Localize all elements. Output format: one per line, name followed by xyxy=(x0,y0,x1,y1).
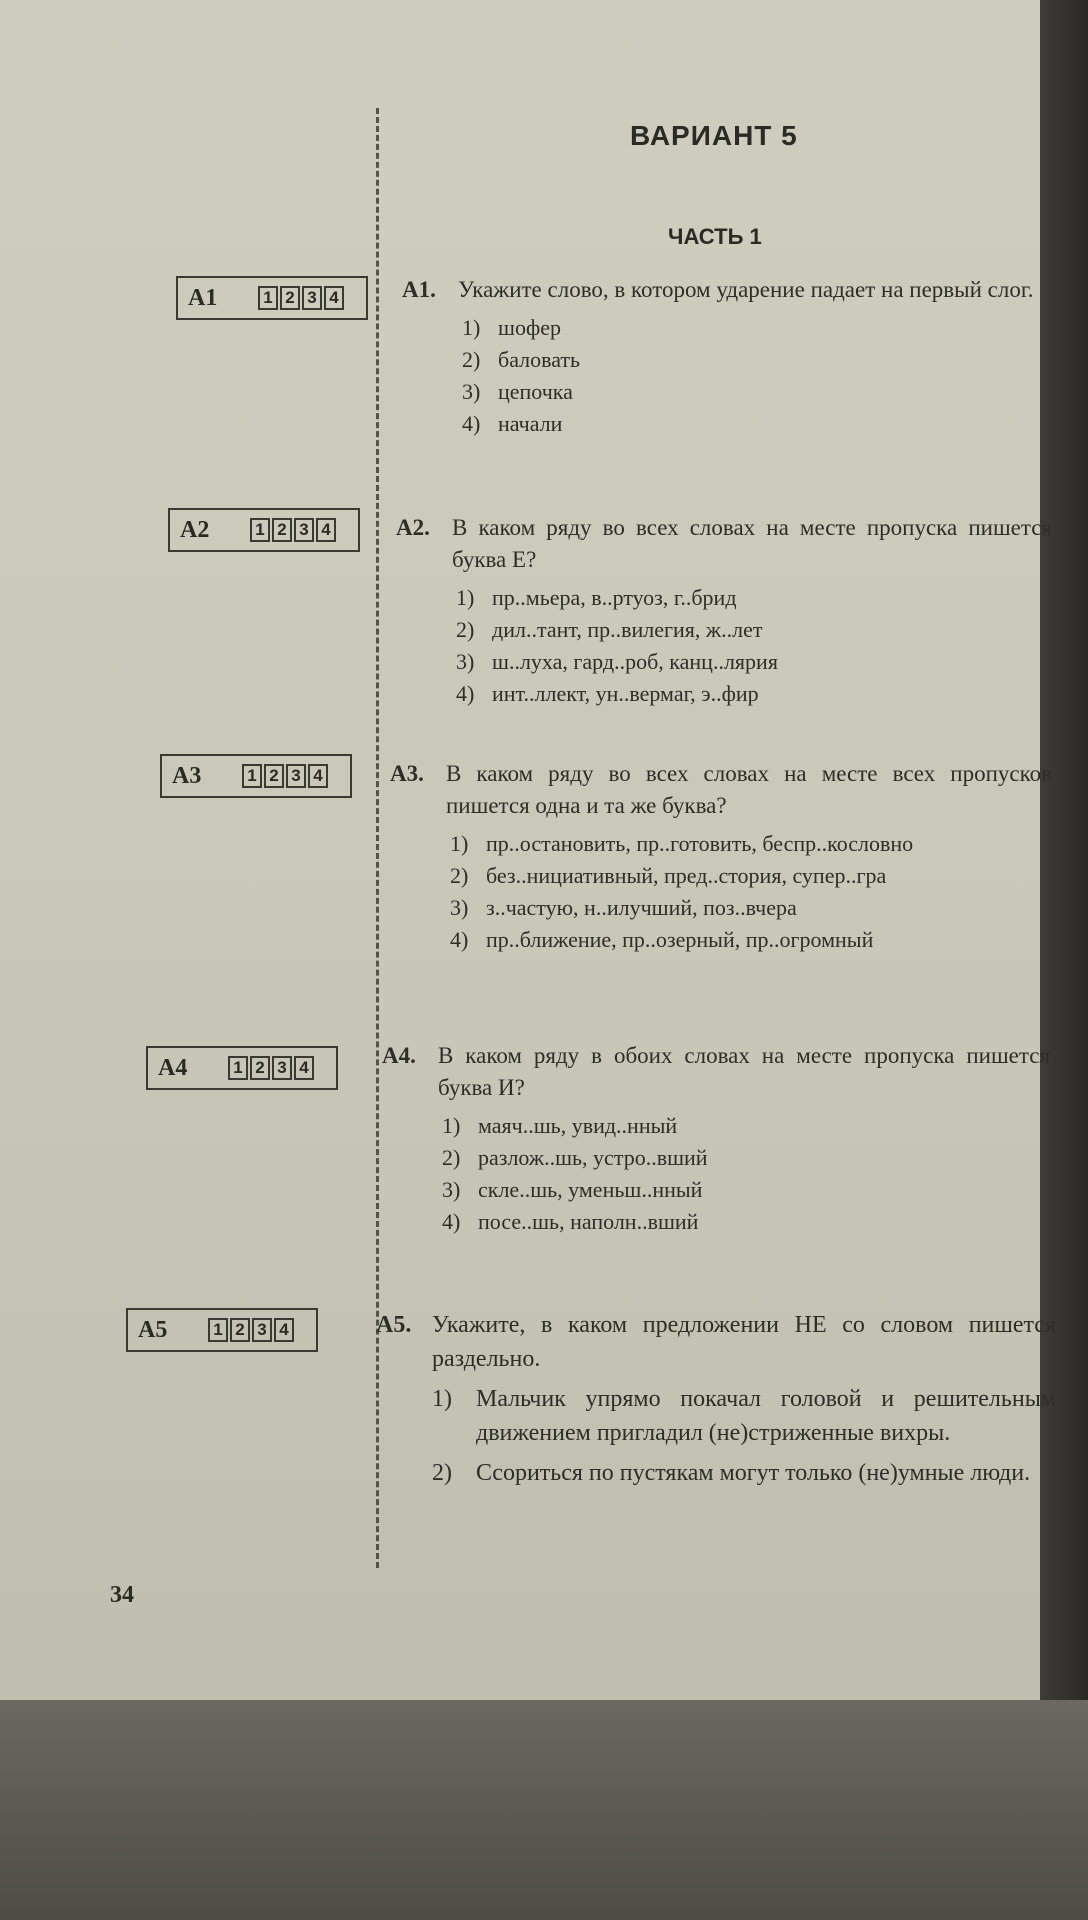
option-item xyxy=(456,646,1052,678)
option-text: Ссориться по пустякам могут только (не)умные люди. xyxy=(476,1460,1031,1486)
answer-cell-1[interactable]: 1 xyxy=(242,764,262,788)
question-a3 xyxy=(390,758,1052,956)
options-list xyxy=(432,1382,1056,1490)
answer-box-label: А4 xyxy=(158,1054,188,1081)
answer-cell-4[interactable]: 4 xyxy=(324,286,344,310)
answer-cell-4[interactable]: 4 xyxy=(308,764,328,788)
option-item xyxy=(462,312,1052,344)
option-text: маяч..шь, увид..нный xyxy=(478,1113,678,1138)
option-number: 2) xyxy=(432,1460,452,1486)
option-text: шофер xyxy=(498,315,561,340)
answer-cell-1[interactable]: 1 xyxy=(258,286,278,310)
question-a2 xyxy=(396,512,1052,710)
question-text: В каком ряду в обоих словах на месте пропуска пишется буква И? xyxy=(438,1043,1050,1100)
background-surface xyxy=(0,1700,1088,1920)
answer-cell-2[interactable]: 2 xyxy=(264,764,284,788)
option-text: посе..шь, наполн..вший xyxy=(478,1209,699,1234)
variant-title: ВАРИАНТ 5 xyxy=(630,120,798,151)
answer-box-label: А5 xyxy=(138,1316,168,1343)
question-text: В каком ряду во всех словах на месте всех пропусков пишется одна и та же буква? xyxy=(446,761,1052,818)
option-item xyxy=(432,1382,1056,1450)
question-number: А1. xyxy=(402,277,436,302)
option-text: инт..ллект, ун..вермаг, э..фир xyxy=(492,681,759,706)
option-text: без..нициативный, пред..стория, супер..гра xyxy=(486,863,887,888)
answer-box-a1 xyxy=(176,276,368,320)
answer-cell-4[interactable]: 4 xyxy=(316,518,336,542)
option-item xyxy=(442,1110,1050,1142)
question-text: Укажите, в каком предложении НЕ со словом пишется раздельно. xyxy=(432,1312,1056,1372)
option-item xyxy=(442,1174,1050,1206)
option-text: пр..ближение, пр..озерный, пр..огромный xyxy=(486,927,874,952)
option-item xyxy=(442,1142,1050,1174)
option-text: пр..остановить, пр..готовить, беспр..кословно xyxy=(486,831,914,856)
answer-cell-3[interactable]: 3 xyxy=(272,1056,292,1080)
answer-cell-2[interactable]: 2 xyxy=(230,1318,250,1342)
option-text: ш..луха, гард..роб, канц..лярия xyxy=(492,649,778,674)
question-number: А2. xyxy=(396,515,430,540)
options-list xyxy=(462,312,1052,440)
answer-cell-2[interactable]: 2 xyxy=(272,518,292,542)
option-number: 3) xyxy=(456,649,475,674)
option-number: 1) xyxy=(442,1113,461,1138)
answer-box-label: А2 xyxy=(180,516,210,543)
question-a5 xyxy=(376,1308,1056,1496)
option-text: пр..мьера, в..ртуоз, г..брид xyxy=(492,585,737,610)
question-text: В каком ряду во всех словах на месте пропуска пишется буква Е? xyxy=(452,515,1052,572)
answer-cell-3[interactable]: 3 xyxy=(286,764,306,788)
option-text: баловать xyxy=(498,347,581,372)
option-text: скле..шь, уменьш..нный xyxy=(478,1177,703,1202)
answer-cell-1[interactable]: 1 xyxy=(208,1318,228,1342)
option-text: разлож..шь, устро..вший xyxy=(478,1145,708,1170)
option-item xyxy=(450,828,1052,860)
answer-cell-4[interactable]: 4 xyxy=(274,1318,294,1342)
option-number: 4) xyxy=(442,1209,461,1234)
answer-cell-4[interactable]: 4 xyxy=(294,1056,314,1080)
answer-box-label: А3 xyxy=(172,762,202,789)
options-list xyxy=(456,582,1052,710)
option-item xyxy=(462,376,1052,408)
part-title: ЧАСТЬ 1 xyxy=(668,224,762,249)
answer-cell-3[interactable]: 3 xyxy=(302,286,322,310)
answer-cell-3[interactable]: 3 xyxy=(252,1318,272,1342)
option-text: начали xyxy=(498,411,563,436)
option-number: 1) xyxy=(432,1386,452,1412)
option-number: 1) xyxy=(450,831,469,856)
answer-cell-3[interactable]: 3 xyxy=(294,518,314,542)
option-item xyxy=(462,408,1052,440)
answer-cell-2[interactable]: 2 xyxy=(250,1056,270,1080)
question-text: Укажите слово, в котором ударение падает на первый слог. xyxy=(458,277,1034,302)
option-text: Мальчик упрямо покачал головой и решительным движением пригладил (не)стриженные вихры. xyxy=(476,1386,1056,1446)
answer-cell-1[interactable]: 1 xyxy=(250,518,270,542)
option-number: 4) xyxy=(456,681,475,706)
question-number: А5. xyxy=(376,1312,412,1338)
option-number: 2) xyxy=(462,347,481,372)
option-number: 2) xyxy=(456,617,475,642)
option-text: з..частую, н..илучший, поз..вчера xyxy=(486,895,797,920)
question-a1 xyxy=(402,274,1052,440)
answer-box-label: А1 xyxy=(188,284,218,311)
option-item xyxy=(450,892,1052,924)
option-number: 3) xyxy=(462,379,481,404)
answer-cell-1[interactable]: 1 xyxy=(228,1056,248,1080)
question-number: А3. xyxy=(390,761,424,786)
option-item xyxy=(456,678,1052,710)
option-item xyxy=(456,614,1052,646)
answer-box-a5 xyxy=(126,1308,318,1352)
option-number: 2) xyxy=(442,1145,461,1170)
answer-cell-2[interactable]: 2 xyxy=(280,286,300,310)
option-text: цепочка xyxy=(498,379,573,404)
option-number: 3) xyxy=(442,1177,461,1202)
option-item xyxy=(442,1206,1050,1238)
question-number: А4. xyxy=(382,1043,416,1068)
answer-box-a4 xyxy=(146,1046,338,1090)
option-number: 1) xyxy=(456,585,475,610)
option-number: 3) xyxy=(450,895,469,920)
option-number: 4) xyxy=(450,927,469,952)
option-item xyxy=(432,1456,1056,1490)
option-item xyxy=(450,924,1052,956)
page-number: 34 xyxy=(110,1582,134,1608)
option-text: дил..тант, пр..вилегия, ж..лет xyxy=(492,617,763,642)
option-item xyxy=(462,344,1052,376)
option-item xyxy=(450,860,1052,892)
answer-box-a3 xyxy=(160,754,352,798)
option-item xyxy=(456,582,1052,614)
options-list xyxy=(450,828,1052,956)
option-number: 4) xyxy=(462,411,481,436)
option-number: 1) xyxy=(462,315,481,340)
options-list xyxy=(442,1110,1050,1238)
question-a4 xyxy=(382,1040,1050,1238)
answer-box-a2 xyxy=(168,508,360,552)
option-number: 2) xyxy=(450,863,469,888)
